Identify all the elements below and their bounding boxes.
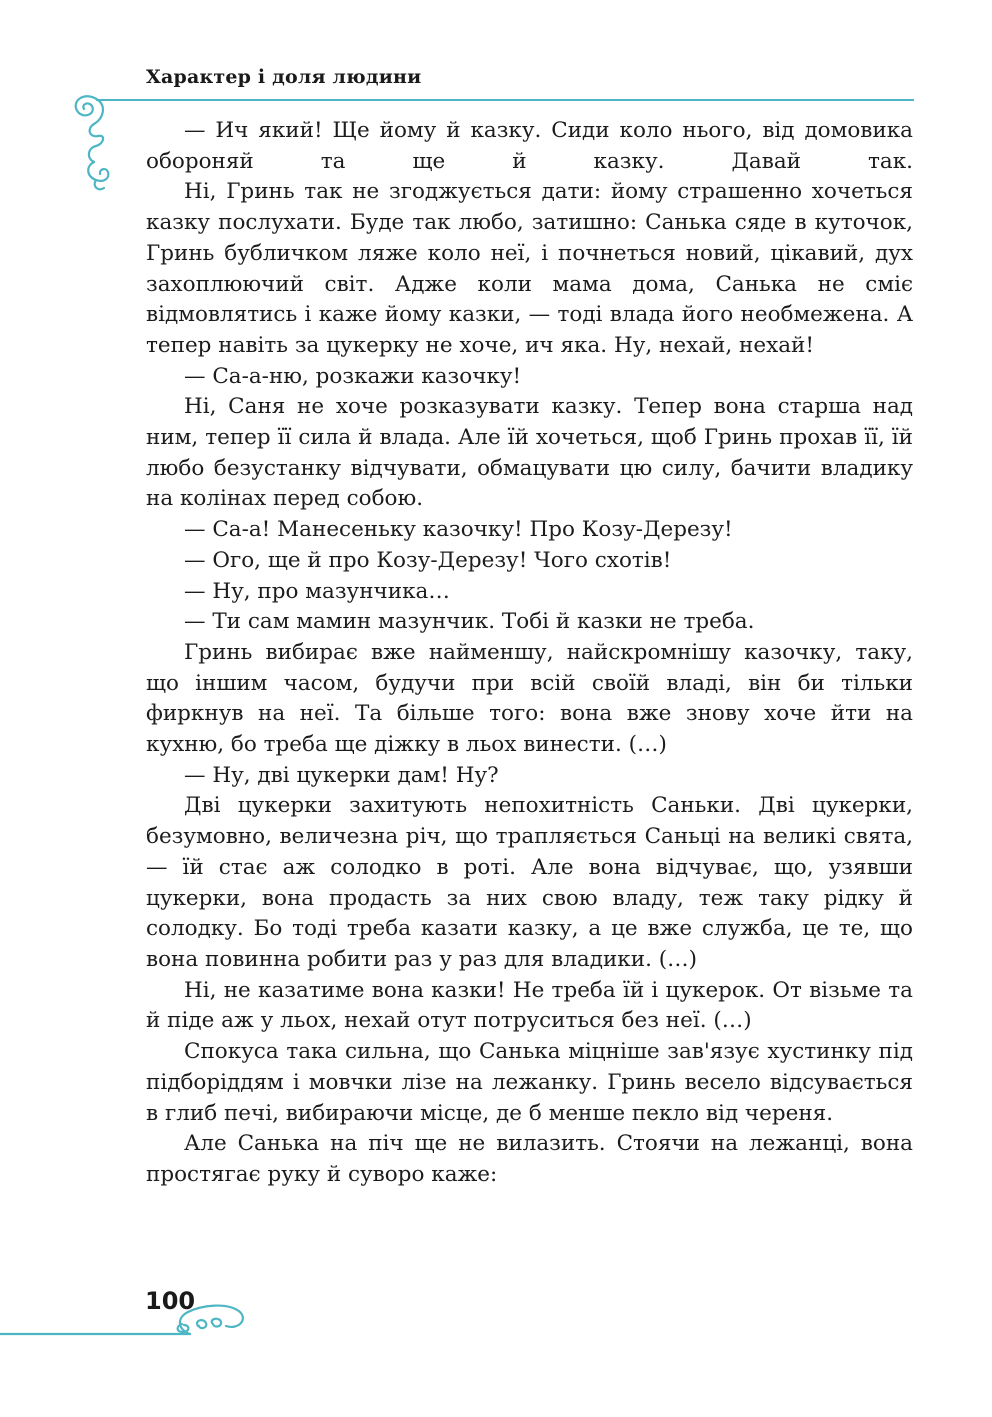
paragraph: Але Санька на піч ще не вилазить. Стоячи на лежанці, вона простягає руку й суворо каже: [146,1131,913,1187]
header-rule [96,99,914,101]
paragraph: Дві цукерки захитують непохитність Саньки. Дві цукерки, безумовно, величезна річ, що трапляється Саньці на великі свята, — їй стає аж солодко в роті. Але вона відчуває, що, узявши цукерки, вона продасть за них свою владу, теж таку рідку й солодку. Бо тоді треба казати казку, а це вже служба, це те, що вона повинна робити раз у раз для владики. (…) [146,793,913,972]
header-swirl-ornament-icon [64,84,124,204]
footer-swirl-ornament-icon [0,1290,260,1340]
page-number: 100 [145,1287,196,1315]
paragraph: Ні, не казатиме вона казки! Не треба їй і цукерок. От візьме та й піде аж у льох, нехай отут потруситься без неї. (…) [146,977,913,1034]
body-text [146,116,913,1191]
paragraph: Спокуса така сильна, що Санька міцніше зав'язує хустинку під підборіддям і мовчки лізе на лежанку. Гринь весело відсувається в глиб печі, вибираючи місце, де б менше пекло від череня. [146,1039,913,1126]
paragraph: Ні, Гринь так не згоджується дати: йому страшенно хочеться казку послухати. Буде так любо, затишно: Санька сяде в куточок, Гринь бубличком ляже коло неї, і почнеться новий, цікавий, дух захоплюючий світ. Адже коли мама дома, Санька не сміє відмовлятись і каже йому казки, — тоді влада його необмежена. А тепер навіть за цукерку не хоче, ич яка. Ну, нехай, нехай! [146,179,913,358]
paragraph: — Ого, ще й про Козу-Дерезу! Чого схотів! [184,547,672,573]
paragraph: — Ну, про мазунчика… [184,578,450,604]
paragraph: — Са-а! Манесеньку казочку! Про Козу-Дерезу! [184,517,733,543]
paragraph: — Ну, дві цукерки дам! Ну? [184,762,499,788]
paragraph: Ні, Саня не хоче розказувати казку. Тепер вона старша над ним, тепер її сила й влада. Але їй хочеться, щоб Гринь прохав її, їй любо безустанку відчувати, обмацувати цю силу, бачити владику на колінах перед собою. [146,394,913,512]
paragraph: — Ти сам мамин мазунчик. Тобі й казки не треба. [184,609,755,635]
paragraph: — Са-а-ню, розкажи казочку! [184,363,522,389]
running-header-title: Характер і доля людини [146,66,422,88]
paragraph: — Ич який! Ще йому й казку. Сиди коло нього, від домовика обороняй та ще й казку. Давай так. [146,118,913,174]
paragraph: Гринь вибирає вже найменшу, найскромнішу казочку, таку, що іншим часом, будучи при всій своїй владі, він би тільки фиркнув на неї. Та більше того: вона вже знову хоче йти на кухню, бо треба ще діжку в льох винести. (…) [146,639,913,758]
